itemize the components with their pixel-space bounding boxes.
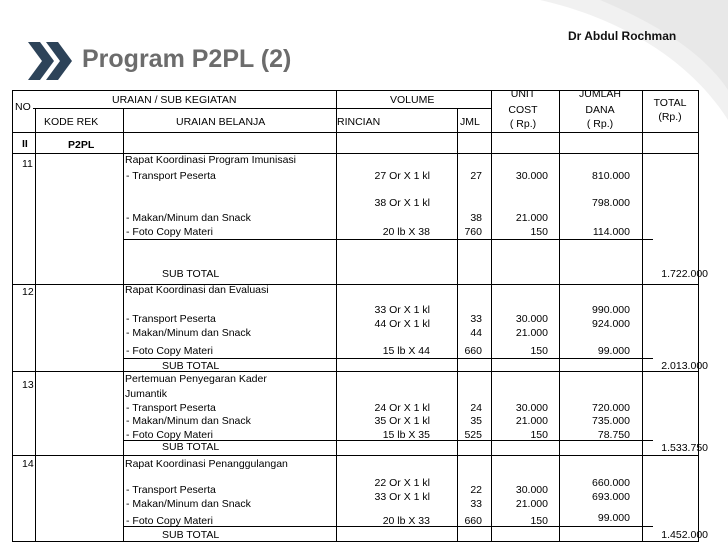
item-jumlah-dana: 924.000 bbox=[592, 318, 630, 330]
item-rincian: 15 lb X 44 bbox=[382, 345, 430, 357]
budget-table bbox=[12, 90, 699, 542]
item-rincian: 15 lb X 35 bbox=[382, 429, 430, 441]
item-jumlah-dana: 720.000 bbox=[592, 402, 630, 414]
item-rincian: 35 Or X 1 kl bbox=[374, 415, 430, 427]
page-title: Program P2PL (2) bbox=[82, 45, 292, 73]
item-rincian: 33 Or X 1 kl bbox=[374, 304, 430, 316]
item-label: - Makan/Minum dan Snack bbox=[126, 212, 251, 224]
item-jumlah-dana: 693.000 bbox=[592, 491, 630, 503]
item-unit-cost: 21.000 bbox=[515, 498, 548, 510]
subtotal-label: SUB TOTAL bbox=[162, 360, 220, 372]
item-jml: 24 bbox=[470, 402, 482, 414]
item-label: - Transport Peserta bbox=[126, 313, 216, 325]
item-label: - Transport Peserta bbox=[126, 484, 216, 496]
subtotal-value: 2.013.000 bbox=[661, 360, 708, 372]
header-dana-line-2: DANA bbox=[585, 104, 615, 116]
item-jumlah-dana: 99.000 bbox=[597, 512, 630, 524]
item-jumlah-dana: 735.000 bbox=[592, 415, 630, 427]
item-rincian: 33 Or X 1 kl bbox=[374, 491, 430, 503]
header-unit-line-2: COST bbox=[508, 104, 538, 116]
subtotal-label: SUB TOTAL bbox=[162, 441, 220, 453]
group-13-bottom-line bbox=[13, 455, 699, 456]
item-unit-cost: 30.000 bbox=[515, 313, 548, 325]
item-unit-cost: 150 bbox=[530, 226, 548, 238]
group-11-items-line bbox=[123, 239, 653, 240]
item-jml: 38 bbox=[470, 212, 482, 224]
item-unit-cost: 21.000 bbox=[515, 327, 548, 339]
header-total-line-1: TOTAL bbox=[653, 97, 687, 109]
item-jumlah-dana: 99.000 bbox=[597, 345, 630, 357]
group-title: Rapat Koordinasi Program Imunisasi bbox=[125, 154, 296, 166]
subtotal-value: 1.533.750 bbox=[661, 442, 708, 454]
group-title: Pertemuan Penyegaran Kader bbox=[125, 373, 267, 385]
subtotal-label: SUB TOTAL bbox=[162, 268, 220, 280]
col-line-no bbox=[35, 108, 36, 541]
header-kode-rek: KODE REK bbox=[44, 116, 99, 128]
item-jumlah-dana: 810.000 bbox=[592, 170, 630, 182]
item-label: - Foto Copy Materi bbox=[126, 345, 213, 357]
item-unit-cost: 150 bbox=[530, 345, 548, 357]
item-label: - Foto Copy Materi bbox=[126, 226, 213, 238]
item-rincian: 38 Or X 1 kl bbox=[374, 197, 430, 209]
header-rincian: RINCIAN bbox=[337, 116, 381, 128]
item-label: - Makan/Minum dan Snack bbox=[126, 327, 251, 339]
item-rincian: 20 lb X 38 bbox=[382, 226, 430, 238]
header-uraian-belanja: URAIAN BELANJA bbox=[176, 116, 266, 128]
group-title: Jumantik bbox=[125, 388, 168, 400]
item-unit-cost: 30.000 bbox=[515, 170, 548, 182]
col-line-kode bbox=[123, 108, 124, 541]
double-chevron-icon bbox=[28, 42, 74, 80]
group-11-bottom-line bbox=[13, 284, 699, 285]
header-unit-line-1: UNIT bbox=[510, 88, 536, 100]
item-unit-cost: 30.000 bbox=[515, 402, 548, 414]
item-label: - Foto Copy Materi bbox=[126, 429, 213, 441]
group-12-items-line bbox=[123, 358, 653, 359]
item-jumlah-dana: 660.000 bbox=[592, 477, 630, 489]
item-label: - Transport Peserta bbox=[126, 170, 216, 182]
item-jumlah-dana: 798.000 bbox=[592, 197, 630, 209]
section-kode: P2PL bbox=[68, 139, 95, 151]
item-unit-cost: 21.000 bbox=[515, 212, 548, 224]
item-unit-cost: 30.000 bbox=[515, 484, 548, 496]
header-unit-line-3: ( Rp.) bbox=[509, 118, 537, 130]
item-unit-cost: 150 bbox=[530, 515, 548, 527]
item-unit-cost: 150 bbox=[530, 429, 548, 441]
item-jml: 525 bbox=[464, 429, 482, 441]
item-jumlah-dana: 990.000 bbox=[592, 304, 630, 316]
item-label: - Transport Peserta bbox=[126, 402, 216, 414]
item-rincian: 24 Or X 1 kl bbox=[374, 402, 430, 414]
header-uraian: URAIAN / SUB KEGIATAN bbox=[112, 94, 237, 106]
header-bottom-line bbox=[13, 132, 699, 133]
header-jml: JML bbox=[460, 116, 480, 128]
item-rincian: 27 Or X 1 kl bbox=[374, 170, 430, 182]
section-no: II bbox=[22, 138, 28, 150]
subtotal-label: SUB TOTAL bbox=[162, 529, 220, 541]
item-unit-cost: 21.000 bbox=[515, 415, 548, 427]
item-jml: 760 bbox=[464, 226, 482, 238]
item-jml: 27 bbox=[470, 170, 482, 182]
col-line-total bbox=[698, 90, 699, 541]
item-label: - Makan/Minum dan Snack bbox=[126, 498, 251, 510]
author-name: Dr Abdul Rochman bbox=[568, 29, 677, 43]
item-jumlah-dana: 78.750 bbox=[597, 429, 630, 441]
section-bottom-line bbox=[13, 153, 699, 154]
subtotal-value: 1.452.000 bbox=[661, 529, 708, 541]
item-jml: 33 bbox=[470, 498, 482, 510]
item-jumlah-dana: 114.000 bbox=[592, 226, 630, 238]
group-title: Rapat Koordinasi dan Evaluasi bbox=[125, 284, 269, 296]
item-jml: 660 bbox=[464, 345, 482, 357]
group-no: 14 bbox=[22, 458, 34, 470]
header-total-line-2: (Rp.) bbox=[658, 111, 682, 123]
group-12-bottom-line bbox=[13, 371, 699, 372]
group-no: 11 bbox=[22, 158, 33, 170]
item-jml: 660 bbox=[464, 515, 482, 527]
group-no: 13 bbox=[22, 379, 34, 391]
header-dana-line-3: ( Rp.) bbox=[586, 118, 614, 130]
col-line-dana bbox=[642, 90, 643, 541]
item-rincian: 22 Or X 1 kl bbox=[374, 477, 430, 489]
item-rincian: 44 Or X 1 kl bbox=[374, 318, 430, 330]
header-dana-line-1: JUMLAH bbox=[578, 88, 621, 100]
item-jml: 33 bbox=[470, 313, 482, 325]
item-rincian: 20 lb X 33 bbox=[382, 515, 430, 527]
header-no: NO bbox=[15, 101, 31, 113]
header-split-line bbox=[33, 108, 491, 109]
table-bottom-line bbox=[13, 541, 699, 542]
item-jml: 44 bbox=[470, 327, 482, 339]
subtotal-value: 1.722.000 bbox=[661, 268, 708, 280]
item-label: - Foto Copy Materi bbox=[126, 515, 213, 527]
item-jml: 22 bbox=[470, 484, 482, 496]
item-label: - Makan/Minum dan Snack bbox=[126, 415, 251, 427]
group-no: 12 bbox=[22, 286, 34, 298]
header-volume: VOLUME bbox=[390, 94, 435, 106]
item-jml: 35 bbox=[470, 415, 482, 427]
group-title: Rapat Koordinasi Penanggulangan bbox=[125, 458, 288, 470]
